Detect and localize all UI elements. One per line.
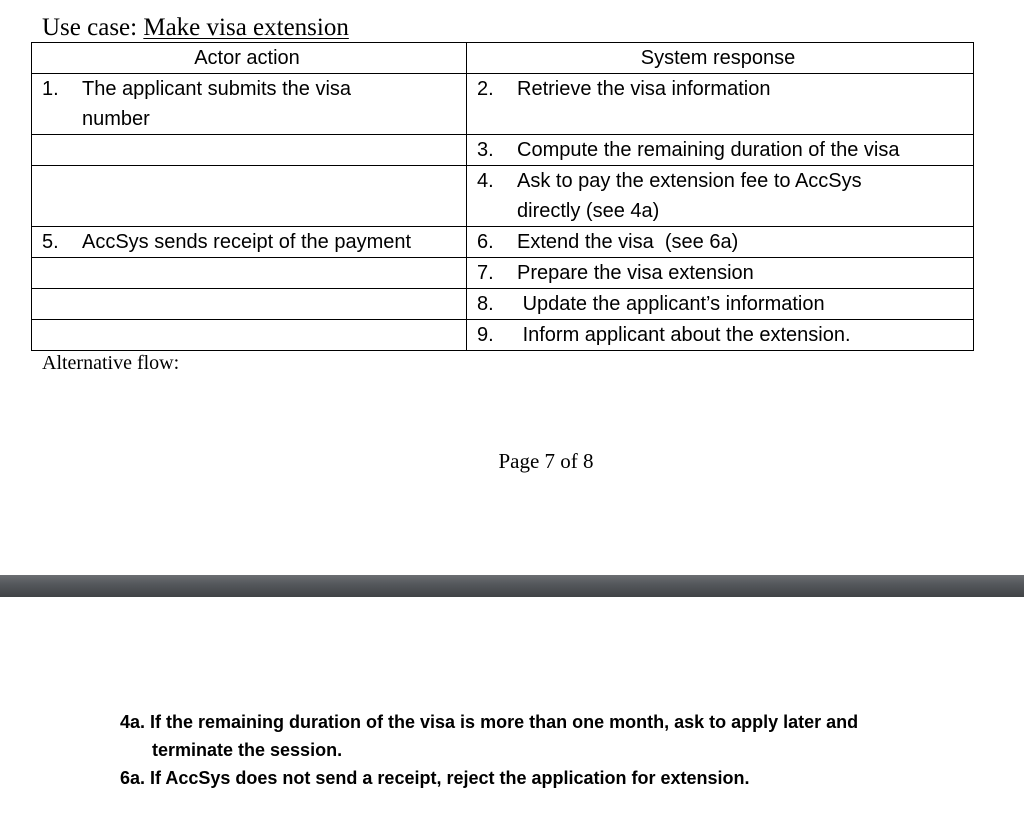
table-row <box>32 320 974 351</box>
actor-step-number: 5. <box>42 231 59 253</box>
title-prefix: Use case: <box>42 14 144 41</box>
use-case-title <box>42 13 349 43</box>
system-step-number: 9. <box>477 324 494 346</box>
system-step-text: Extend the visa (see 6a) <box>517 231 739 253</box>
note-6a <box>120 764 980 792</box>
table-header-row <box>32 43 974 74</box>
table-row <box>32 289 974 320</box>
use-case-table <box>31 42 974 351</box>
system-step-text: Retrieve the visa information <box>517 78 771 100</box>
system-step-number: 4. <box>477 170 494 192</box>
header-actor-action: Actor action <box>32 43 467 74</box>
note-4a-line1: 4a. If the remaining duration of the visa is more than one month, ask to apply later and <box>120 712 859 732</box>
system-step-text: Update the applicant’s information <box>517 293 825 315</box>
note-4a-line2: terminate the session. <box>152 740 343 760</box>
system-step-number: 8. <box>477 293 494 315</box>
header-system-response: System response <box>467 43 974 74</box>
table-row <box>32 135 974 166</box>
table-row <box>32 227 974 258</box>
actor-step-text: AccSys sends receipt of the payment <box>82 231 412 253</box>
page-number: Page 7 of 8 <box>498 449 594 473</box>
use-case-name: Make visa extension <box>143 14 349 41</box>
note-4a <box>120 708 980 736</box>
system-step-text: Inform applicant about the extension. <box>517 324 851 346</box>
note-6a-line1: 6a. If AccSys does not send a receipt, reject the application for extension. <box>120 768 750 788</box>
system-step-number: 6. <box>477 231 494 253</box>
page-separator <box>0 575 1024 597</box>
system-step-number: 2. <box>477 78 494 100</box>
system-step-text: Ask to pay the extension fee to AccSys directly (see 4a) <box>517 170 862 222</box>
system-step-number: 7. <box>477 262 494 284</box>
table-row <box>32 74 974 135</box>
system-step-text: Compute the remaining duration of the visa <box>517 139 900 161</box>
system-step-number: 3. <box>477 139 494 161</box>
actor-step-text: The applicant submits the visa number <box>82 78 352 130</box>
table-row <box>32 258 974 289</box>
table-row <box>32 166 974 227</box>
alternative-flow-label: Alternative flow: <box>42 352 180 374</box>
alternative-flow-notes <box>120 708 980 792</box>
system-step-text: Prepare the visa extension <box>517 262 754 284</box>
actor-step-number: 1. <box>42 78 59 100</box>
